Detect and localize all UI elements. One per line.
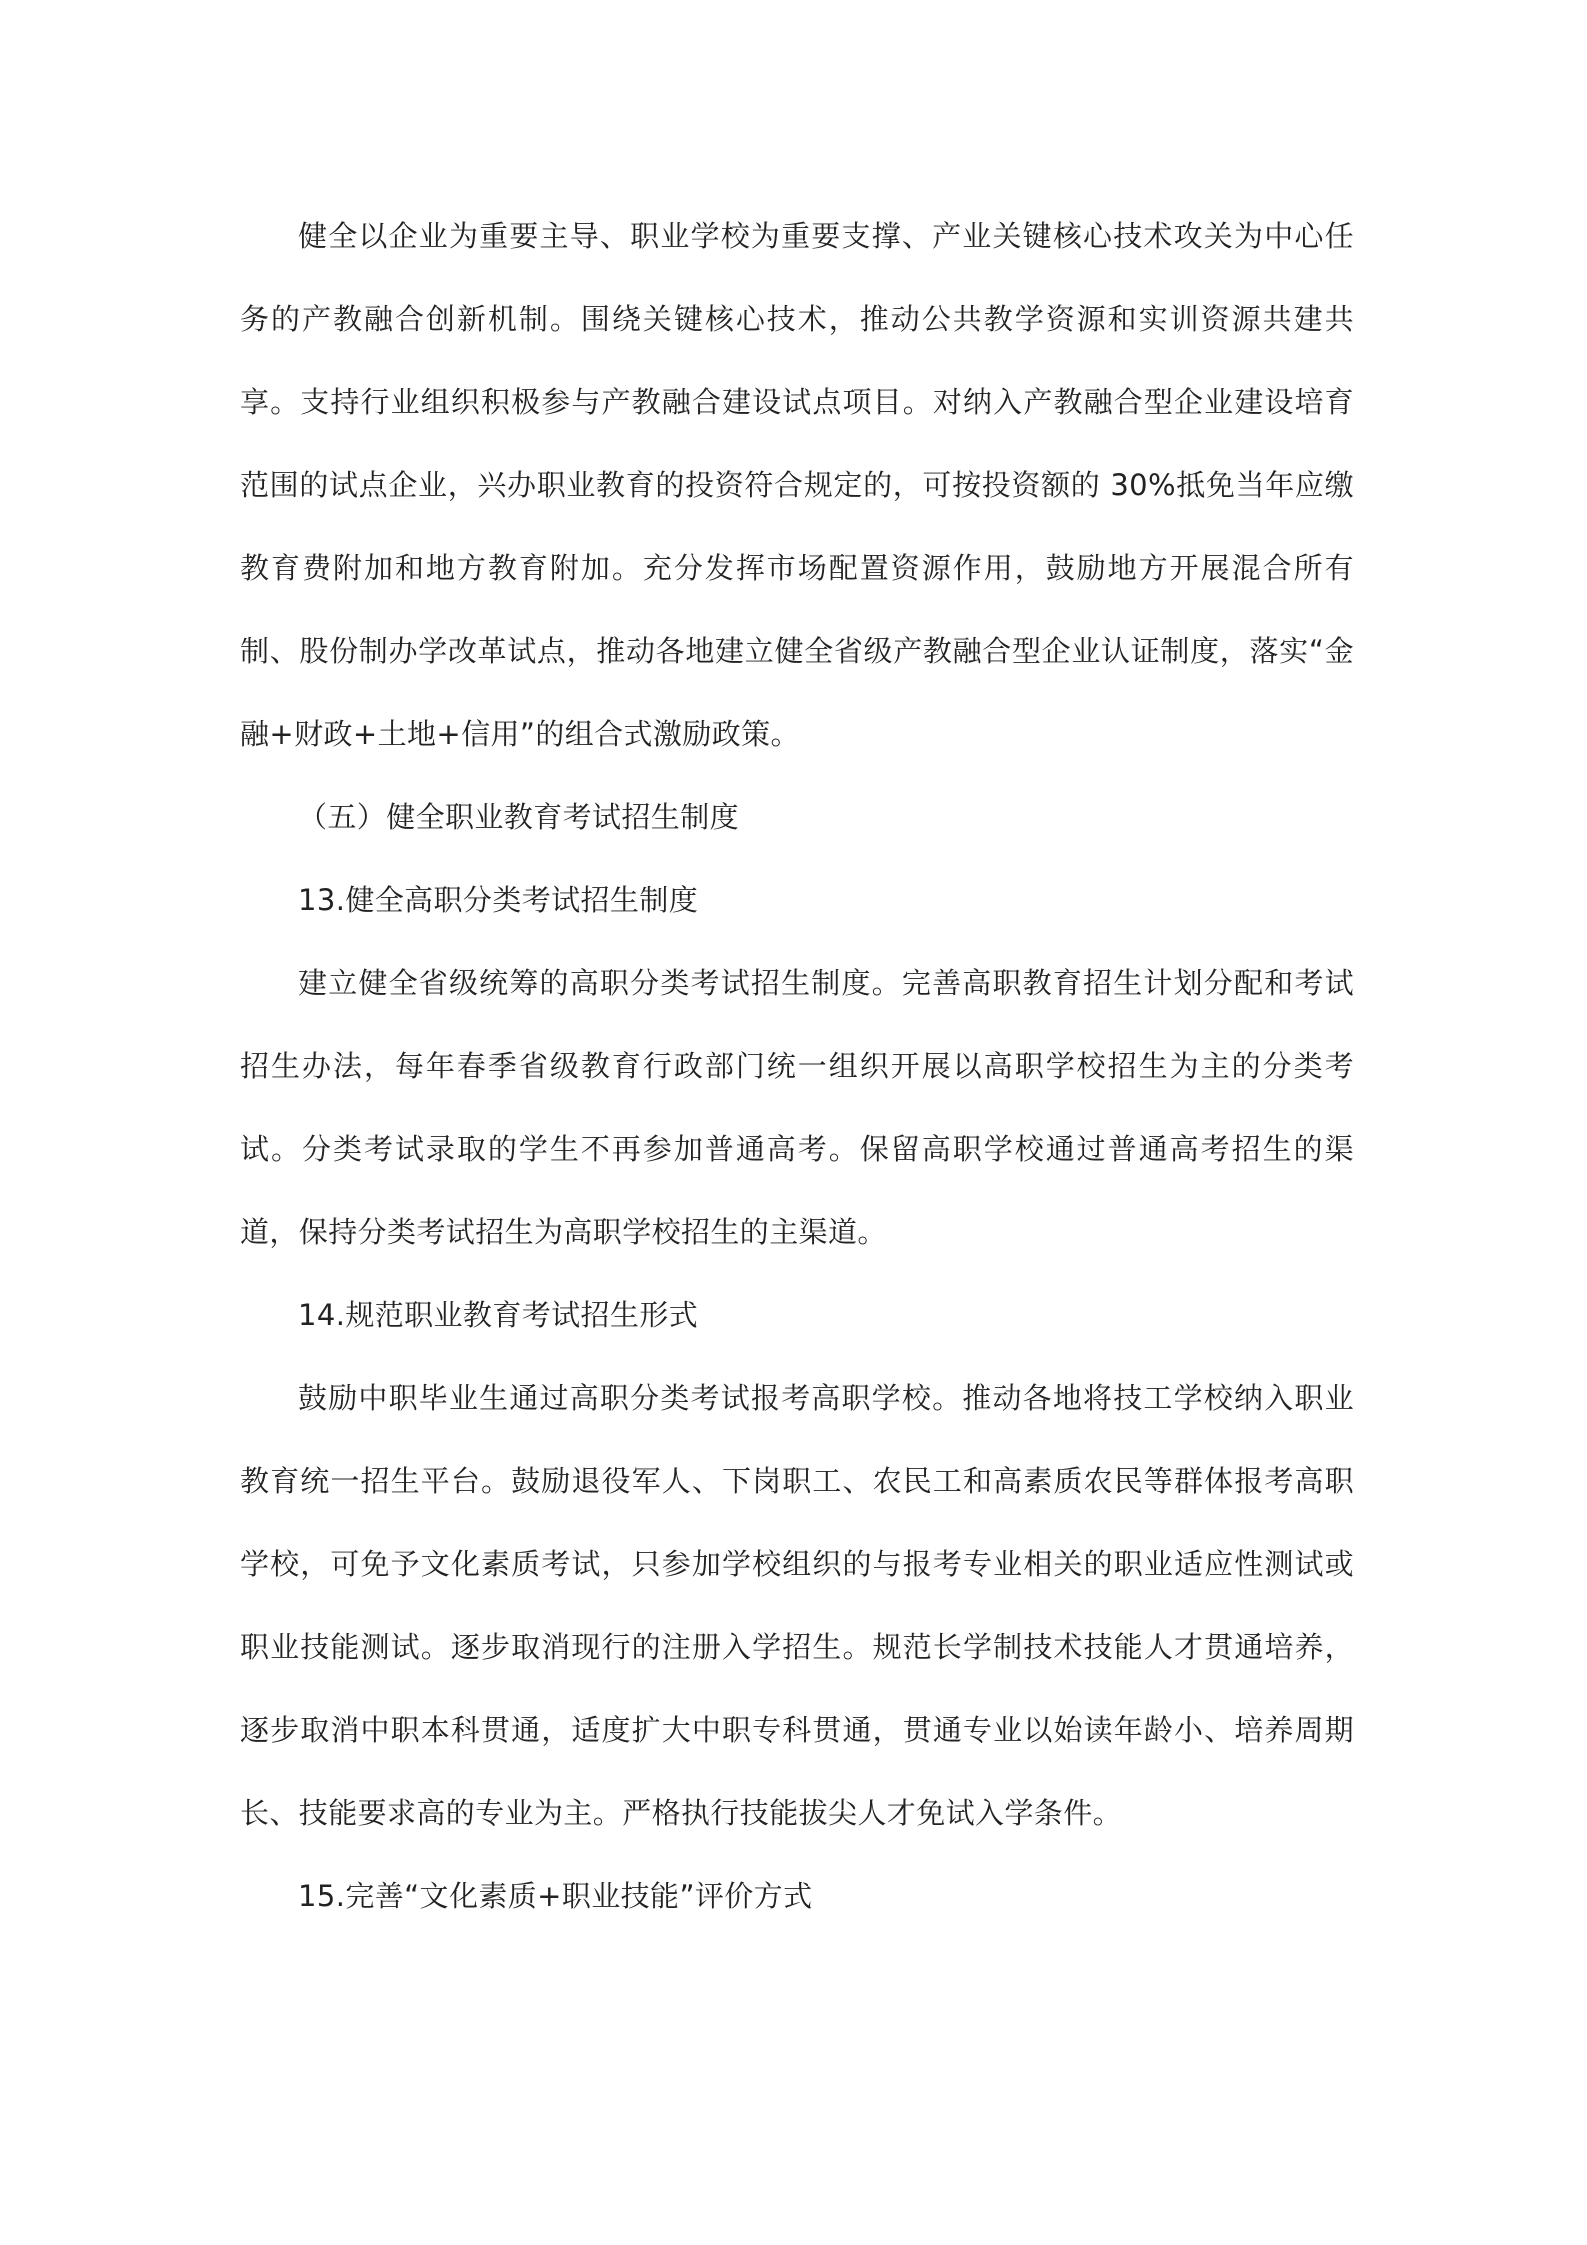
document-body	[240, 195, 1354, 1938]
subheading-13: 13.健全高职分类考试招生制度	[298, 883, 699, 917]
paragraph-exam-admission-forms: 鼓励中职毕业生通过高职分类考试报考高职学校。推动各地将技工学校纳入职业教育统一招生平台。鼓励退役军人、下岗职工、农民工和高素质农民等群体报考高职学校，可免予文化素质考试，只参加学校组织的与报考专业相关的职业适应性测试或职业技能测试。逐步取消现行的注册入学招生。规范长学制技术技能人才贯通培养，逐步取消中职本科贯通，适度扩大中职专科贯通，贯通专业以始读年龄小、培养周期长、技能要求高的专业为主。严格执行技能拔尖人才免试入学条件。	[240, 1381, 1354, 1830]
paragraph-classified-exam-system: 建立健全省级统筹的高职分类考试招生制度。完善高职教育招生计划分配和考试招生办法，每年春季省级教育行政部门统一组织开展以高职学校招生为主的分类考试。分类考试录取的学生不再参加普通高考。保留高职学校通过普通高考招生的渠道，保持分类考试招生为高职学校招生的主渠道。	[240, 966, 1354, 1249]
section-heading-5: （五）健全职业教育考试招生制度	[298, 800, 740, 834]
paragraph-industry-education-integration: 健全以企业为重要主导、职业学校为重要支撑、产业关键核心技术攻关为中心任务的产教融合创新机制。围绕关键核心技术，推动公共教学资源和实训资源共建共享。支持行业组织积极参与产教融合建设试点项目。对纳入产教融合型企业建设培育范围的试点企业，兴办职业教育的投资符合规定的，可按投资额的 30%抵免当年应缴教育费附加和地方教育附加。充分发挥市场配置资源作用，鼓励地方开展混合所有制、股份制办学改革试点，推动各地建立健全省级产教融合型企业认证制度，落实“金融+财政+土地+信用”的组合式激励政策。	[240, 219, 1354, 751]
subheading-15: 15.完善“文化素质+职业技能”评价方式	[298, 1879, 813, 1913]
subheading-14: 14.规范职业教育考试招生形式	[298, 1298, 699, 1332]
